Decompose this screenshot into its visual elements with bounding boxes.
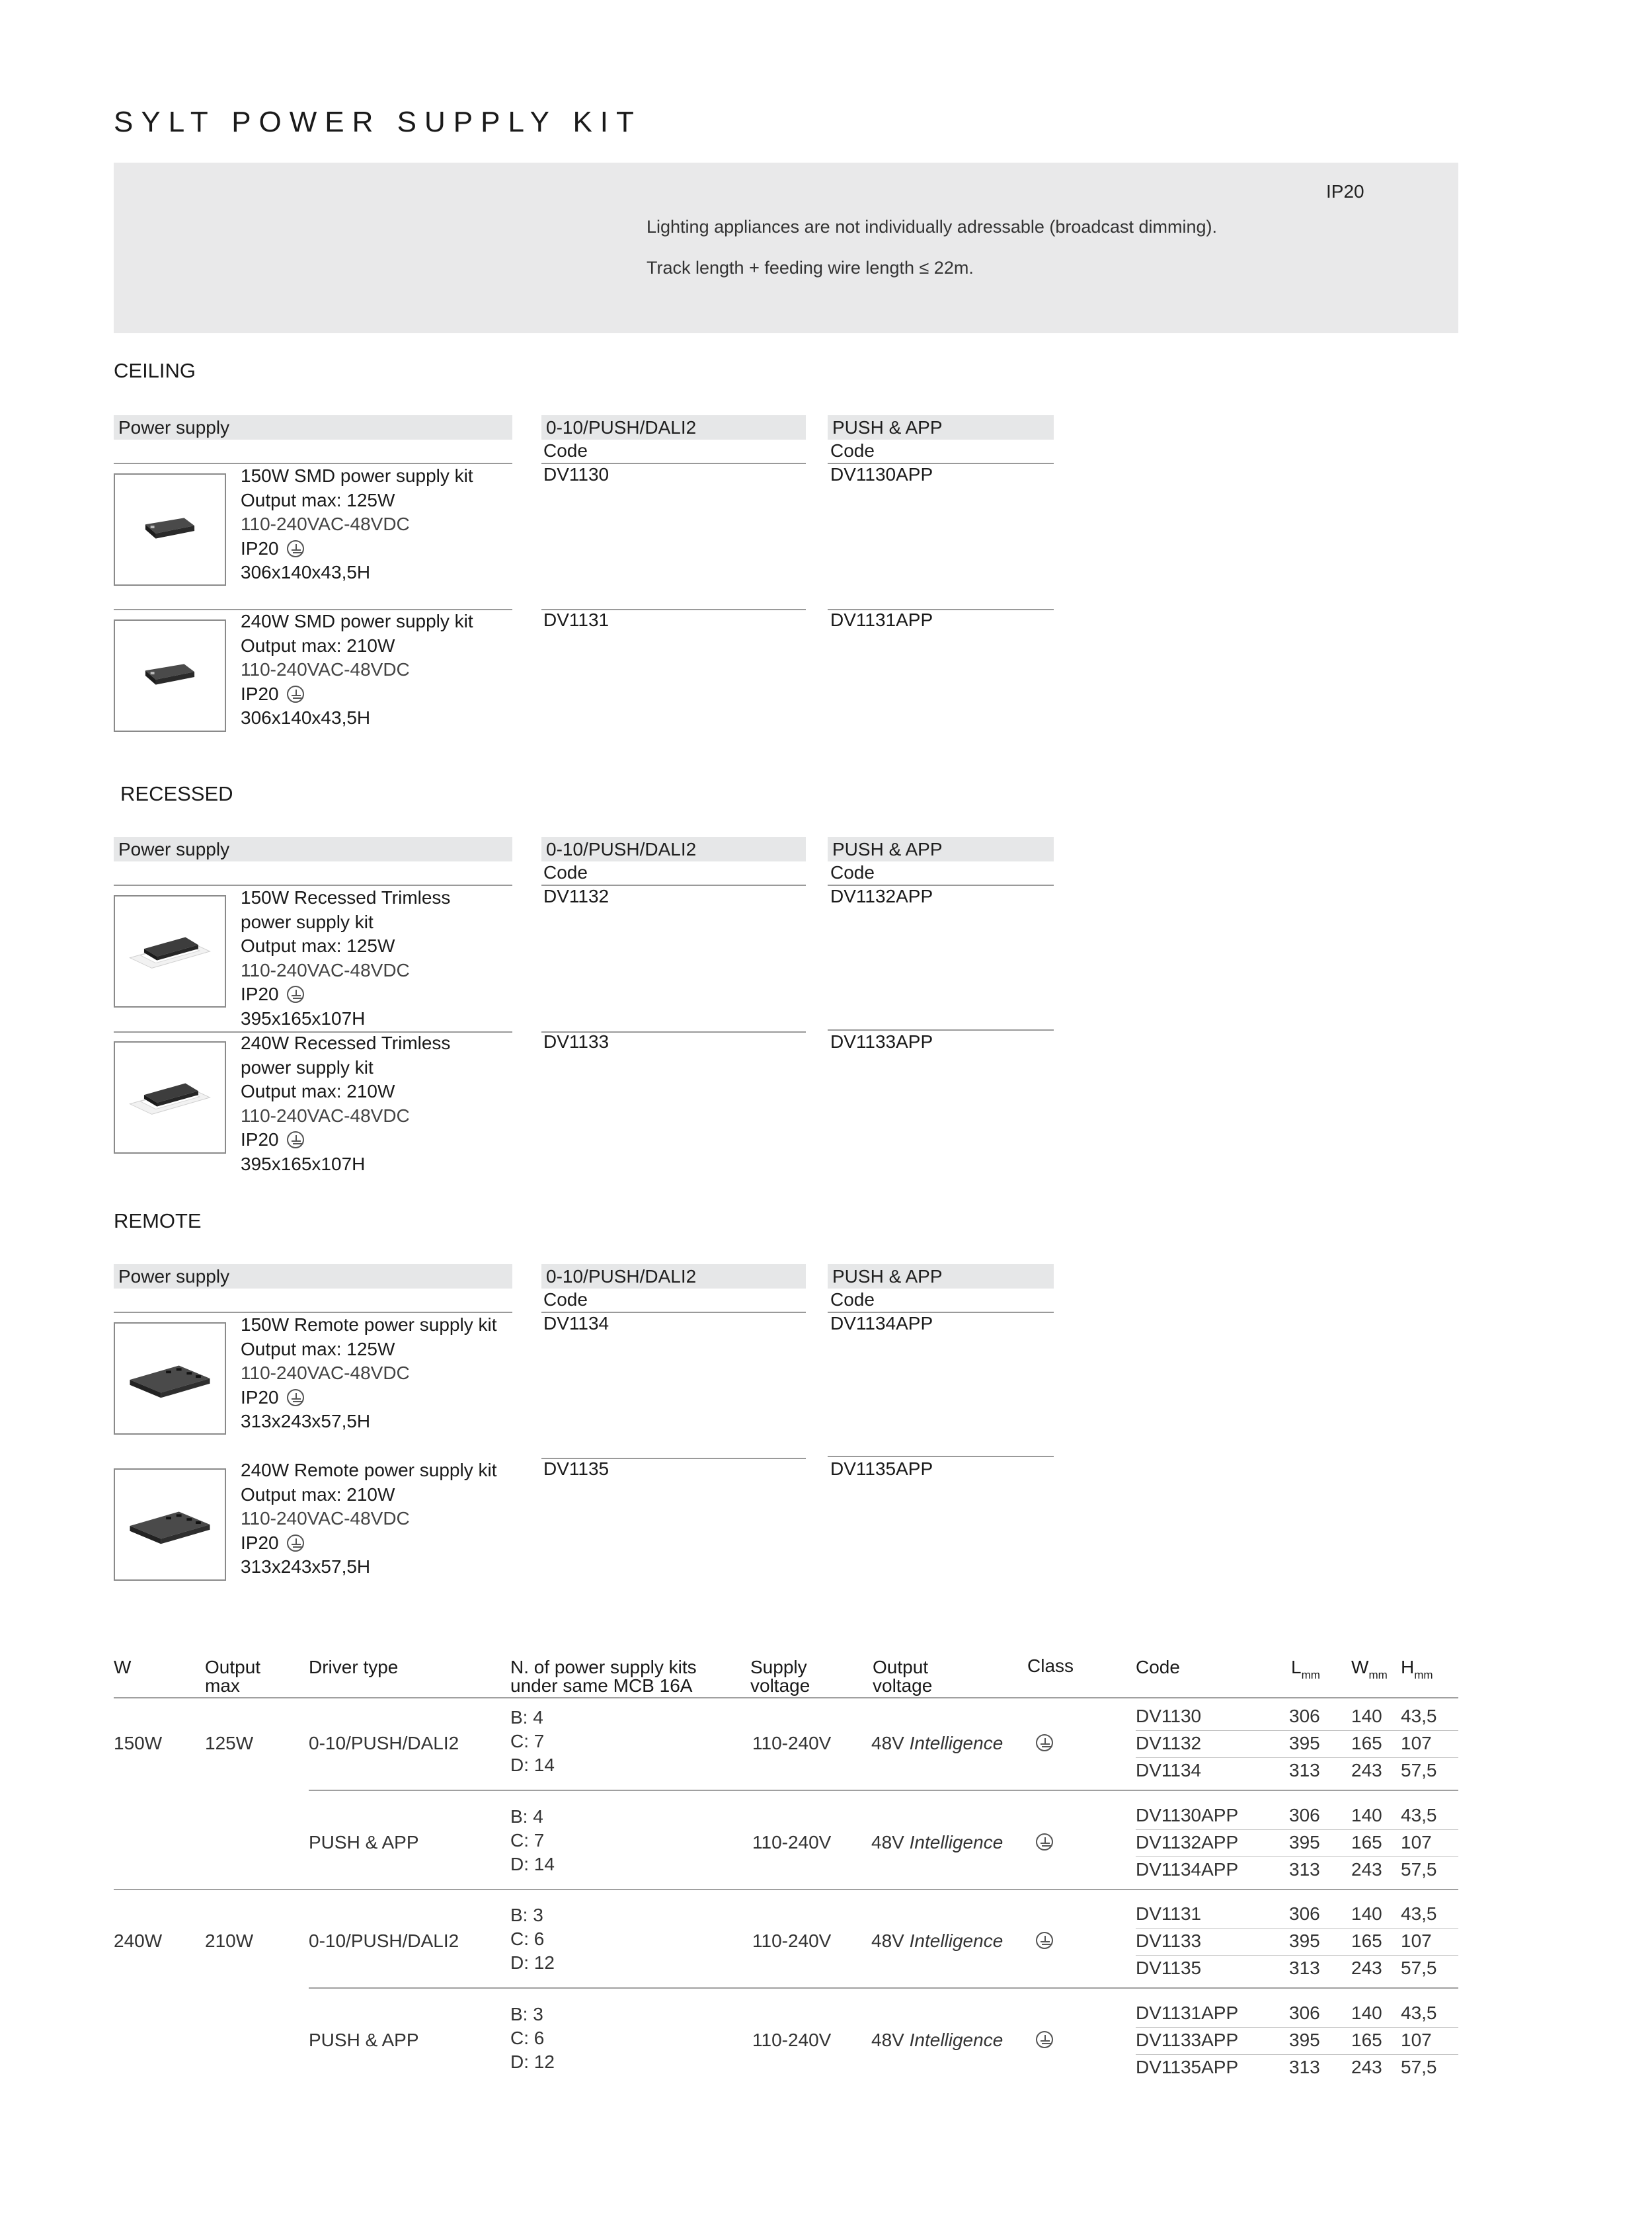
th-width: $W_{mm}$ xyxy=(1351,1657,1388,1681)
cell-kits: B: 4 xyxy=(510,1707,543,1728)
product-code-app: DV1130APP xyxy=(830,464,933,485)
product-info xyxy=(241,610,473,731)
cell-height: 57,5 xyxy=(1401,1760,1437,1780)
cell-supply-voltage: 110-240V xyxy=(752,1832,832,1852)
product-image-recessed-150w xyxy=(114,895,226,1008)
cell-width: 165 xyxy=(1351,1733,1382,1753)
th-kits: N. of power supply kits xyxy=(510,1657,697,1677)
group-divider xyxy=(309,1987,1458,1989)
cell-driver-type: 0-10/PUSH/DALI2 xyxy=(309,1931,459,1951)
cell-length: 313 xyxy=(1289,2057,1320,2077)
cell-output-voltage: 48V Intelligence xyxy=(871,1733,1003,1753)
cell-width: 140 xyxy=(1351,1706,1382,1726)
product-ip: IP20 xyxy=(241,984,279,1004)
cell-width: 140 xyxy=(1351,1903,1382,1924)
earth-icon xyxy=(287,686,304,703)
class-earth-icon xyxy=(1036,1734,1053,1756)
cell-supply-voltage: 110-240V xyxy=(752,2030,832,2050)
cell-length: 313 xyxy=(1289,1958,1320,1978)
product-output: Output max: 125W xyxy=(241,489,395,510)
product-name: 150W Remote power supply kit xyxy=(241,1314,497,1335)
cell-code: DV1135 xyxy=(1136,1958,1202,1978)
product-info xyxy=(241,886,450,1031)
header-push-app: PUSH & APP xyxy=(828,837,1054,861)
row-divider xyxy=(1136,2027,1458,2028)
product-info xyxy=(241,1313,497,1434)
class-earth-icon xyxy=(1036,2031,1053,2053)
earth-icon xyxy=(1036,1833,1053,1851)
product-voltage: 110-240VAC-48VDC xyxy=(241,1363,410,1383)
header-dali: 0-10/PUSH/DALI2 xyxy=(541,837,806,861)
header-power-supply: Power supply xyxy=(114,415,512,440)
product-voltage: 110-240VAC-48VDC xyxy=(241,1105,410,1126)
product-code-app: DV1133APP xyxy=(830,1031,933,1052)
product-code-app: DV1131APP xyxy=(830,610,933,630)
earth-icon xyxy=(287,540,304,557)
product-code: DV1130 xyxy=(543,464,610,485)
product-image-smd-150w xyxy=(114,473,226,586)
cell-width: 243 xyxy=(1351,1859,1382,1880)
header-push-app: PUSH & APP xyxy=(828,415,1054,440)
code-label: Code xyxy=(830,862,875,883)
cell-kits: B: 3 xyxy=(510,2004,543,2024)
cell-kits: C: 7 xyxy=(510,1731,545,1751)
product-dimensions: 313x243x57,5H xyxy=(241,1411,371,1431)
product-output: Output max: 125W xyxy=(241,1338,395,1359)
cell-kits: D: 12 xyxy=(510,1952,555,1973)
product-output: Output max: 210W xyxy=(241,635,395,656)
cell-width: 140 xyxy=(1351,1805,1382,1825)
cell-length: 395 xyxy=(1289,2030,1320,2050)
cell-length: 395 xyxy=(1289,1832,1320,1852)
cell-kits: C: 6 xyxy=(510,2028,545,2048)
earth-icon xyxy=(287,1131,304,1148)
cell-code: DV1130 xyxy=(1136,1706,1202,1726)
info-box xyxy=(114,163,1458,333)
header-power-supply: Power supply xyxy=(114,837,512,861)
cell-kits: B: 3 xyxy=(510,1905,543,1925)
product-voltage: 110-240VAC-48VDC xyxy=(241,1508,410,1529)
group-divider xyxy=(114,1889,1458,1890)
th-output-voltage-2: voltage xyxy=(873,1675,933,1696)
th-kits-mcb: under same MCB 16A xyxy=(510,1675,693,1696)
product-name: 240W SMD power supply kit xyxy=(241,611,473,631)
divider xyxy=(828,1456,1054,1457)
product-name-cont: power supply kit xyxy=(241,911,374,932)
product-name: 150W Recessed Trimless xyxy=(241,887,451,908)
product-dimensions: 395x165x107H xyxy=(241,1008,366,1029)
product-image-remote-240w xyxy=(114,1468,226,1581)
cell-output-voltage: 48V Intelligence xyxy=(871,1832,1003,1852)
product-output: Output max: 125W xyxy=(241,936,395,956)
earth-icon xyxy=(287,1389,304,1406)
product-code-app: DV1134APP xyxy=(830,1313,933,1334)
cell-wattage: 150W xyxy=(114,1733,163,1753)
product-output: Output max: 210W xyxy=(241,1484,395,1505)
product-ip: IP20 xyxy=(241,683,279,704)
th-output-voltage: Output xyxy=(873,1657,929,1677)
product-ip: IP20 xyxy=(241,1532,279,1553)
header-dali: 0-10/PUSH/DALI2 xyxy=(541,1264,806,1289)
code-label: Code xyxy=(830,440,875,461)
header-dali: 0-10/PUSH/DALI2 xyxy=(541,415,806,440)
earth-icon xyxy=(1036,1734,1053,1751)
section-title-remote: REMOTE xyxy=(114,1209,202,1232)
divider xyxy=(828,1029,1054,1031)
info-note-dimming: Lighting appliances are not individually adressable (broadcast dimming). xyxy=(647,217,1217,237)
cell-kits: D: 14 xyxy=(510,1854,555,1874)
product-image-smd-240w xyxy=(114,619,226,732)
product-voltage: 110-240VAC-48VDC xyxy=(241,514,410,534)
cell-width: 243 xyxy=(1351,1760,1382,1780)
cell-height: 57,5 xyxy=(1401,2057,1437,2077)
row-divider xyxy=(1136,1955,1458,1956)
row-divider xyxy=(1136,1856,1458,1857)
product-ip: IP20 xyxy=(241,538,279,559)
product-info xyxy=(241,1458,497,1579)
header-push-app: PUSH & APP xyxy=(828,1264,1054,1289)
product-image-recessed-240w xyxy=(114,1041,226,1154)
class-earth-icon xyxy=(1036,1833,1053,1855)
cell-code: DV1133 xyxy=(1136,1931,1202,1951)
cell-height: 107 xyxy=(1401,2030,1432,2050)
product-dimensions: 306x140x43,5H xyxy=(241,707,371,728)
cell-output-voltage: 48V Intelligence xyxy=(871,1931,1003,1951)
cell-height: 43,5 xyxy=(1401,2003,1437,2023)
code-label: Code xyxy=(543,440,588,461)
cell-length: 306 xyxy=(1289,1903,1320,1924)
th-output-max: max xyxy=(205,1675,240,1696)
row-divider xyxy=(1136,1928,1458,1929)
cell-height: 57,5 xyxy=(1401,1859,1437,1880)
product-dimensions: 306x140x43,5H xyxy=(241,562,371,582)
cell-kits: D: 14 xyxy=(510,1755,555,1775)
earth-icon xyxy=(1036,1932,1053,1949)
product-code: DV1134 xyxy=(543,1313,610,1334)
cell-height: 43,5 xyxy=(1401,1706,1437,1726)
product-image-remote-150w xyxy=(114,1322,226,1435)
group-divider xyxy=(309,1790,1458,1791)
cell-length: 313 xyxy=(1289,1760,1320,1780)
cell-code: DV1135APP xyxy=(1136,2057,1239,2077)
cell-length: 306 xyxy=(1289,1706,1320,1726)
cell-code: DV1133APP xyxy=(1136,2030,1239,2050)
cell-height: 107 xyxy=(1401,1733,1432,1753)
cell-driver-type: PUSH & APP xyxy=(309,1832,419,1852)
cell-width: 243 xyxy=(1351,1958,1382,1978)
cell-supply-voltage: 110-240V xyxy=(752,1931,832,1951)
product-voltage: 110-240VAC-48VDC xyxy=(241,959,410,980)
cell-code: DV1130APP xyxy=(1136,1805,1239,1825)
cell-output-max: 210W xyxy=(205,1931,254,1951)
cell-kits: D: 12 xyxy=(510,2051,555,2072)
cell-width: 165 xyxy=(1351,1832,1382,1852)
cell-height: 43,5 xyxy=(1401,1805,1437,1825)
product-output: Output max: 210W xyxy=(241,1081,395,1101)
th-code: Code xyxy=(1136,1657,1180,1677)
th-output: Output xyxy=(205,1657,261,1677)
product-code-app: DV1132APP xyxy=(830,886,933,906)
earth-icon xyxy=(287,1534,304,1552)
cell-output-max: 125W xyxy=(205,1733,254,1753)
product-info xyxy=(241,464,473,585)
section-title-ceiling: CEILING xyxy=(114,359,196,382)
cell-width: 243 xyxy=(1351,2057,1382,2077)
cell-height: 107 xyxy=(1401,1832,1432,1852)
cell-width: 140 xyxy=(1351,2003,1382,2023)
product-code: DV1131 xyxy=(543,610,610,630)
earth-icon xyxy=(1036,2031,1053,2048)
cell-code: DV1132APP xyxy=(1136,1832,1239,1852)
th-supply-voltage: voltage xyxy=(750,1675,810,1696)
th-height: $H_{mm}$ xyxy=(1401,1657,1433,1681)
product-code: DV1132 xyxy=(543,886,610,906)
cell-kits: B: 4 xyxy=(510,1806,543,1827)
cell-width: 165 xyxy=(1351,1931,1382,1951)
product-code: DV1133 xyxy=(543,1031,610,1052)
cell-code: DV1134APP xyxy=(1136,1859,1239,1880)
code-label: Code xyxy=(830,1289,875,1310)
cell-code: DV1134 xyxy=(1136,1760,1202,1780)
th-w: W xyxy=(114,1657,132,1677)
table-header-divider xyxy=(114,1697,1458,1698)
page-title: SYLT POWER SUPPLY KIT xyxy=(114,106,642,138)
th-driver-type: Driver type xyxy=(309,1657,399,1677)
cell-width: 165 xyxy=(1351,2030,1382,2050)
product-name: 240W Remote power supply kit xyxy=(241,1460,497,1480)
cell-length: 306 xyxy=(1289,1805,1320,1825)
section-title-recessed: RECESSED xyxy=(120,782,233,805)
cell-height: 57,5 xyxy=(1401,1958,1437,1978)
th-length: $L_{mm}$ xyxy=(1291,1657,1320,1681)
info-note-length: Track length + feeding wire length ≤ 22m. xyxy=(647,258,974,278)
row-divider xyxy=(1136,1757,1458,1758)
code-label: Code xyxy=(543,862,588,883)
cell-kits: C: 6 xyxy=(510,1929,545,1949)
cell-kits: C: 7 xyxy=(510,1830,545,1851)
product-info xyxy=(241,1031,450,1176)
row-divider xyxy=(1136,2054,1458,2055)
cell-code: DV1131 xyxy=(1136,1903,1202,1924)
row-divider xyxy=(1136,1829,1458,1830)
cell-code: DV1132 xyxy=(1136,1733,1202,1753)
th-class: Class xyxy=(1027,1655,1074,1676)
row-divider xyxy=(1136,1730,1458,1731)
code-label: Code xyxy=(543,1289,588,1310)
cell-length: 395 xyxy=(1289,1931,1320,1951)
earth-icon xyxy=(287,986,304,1003)
cell-height: 43,5 xyxy=(1401,1903,1437,1924)
product-code: DV1135 xyxy=(543,1458,610,1479)
product-code-app: DV1135APP xyxy=(830,1458,933,1479)
cell-height: 107 xyxy=(1401,1931,1432,1951)
product-ip: IP20 xyxy=(241,1386,279,1408)
product-voltage: 110-240VAC-48VDC xyxy=(241,659,410,680)
cell-length: 395 xyxy=(1289,1733,1320,1753)
cell-driver-type: 0-10/PUSH/DALI2 xyxy=(309,1733,459,1753)
cell-length: 313 xyxy=(1289,1859,1320,1880)
product-dimensions: 395x165x107H xyxy=(241,1153,366,1174)
cell-code: DV1131APP xyxy=(1136,2003,1239,2023)
cell-driver-type: PUSH & APP xyxy=(309,2030,419,2050)
cell-output-voltage: 48V Intelligence xyxy=(871,2030,1003,2050)
product-ip: IP20 xyxy=(241,1129,279,1150)
th-supply: Supply xyxy=(750,1657,807,1677)
product-name: 240W Recessed Trimless xyxy=(241,1033,451,1053)
ip-rating: IP20 xyxy=(1326,181,1364,202)
cell-length: 306 xyxy=(1289,2003,1320,2023)
cell-wattage: 240W xyxy=(114,1931,163,1951)
class-earth-icon xyxy=(1036,1932,1053,1954)
product-dimensions: 313x243x57,5H xyxy=(241,1556,371,1577)
cell-supply-voltage: 110-240V xyxy=(752,1733,832,1753)
product-name-cont: power supply kit xyxy=(241,1056,374,1078)
header-power-supply: Power supply xyxy=(114,1264,512,1289)
product-name: 150W SMD power supply kit xyxy=(241,465,473,486)
